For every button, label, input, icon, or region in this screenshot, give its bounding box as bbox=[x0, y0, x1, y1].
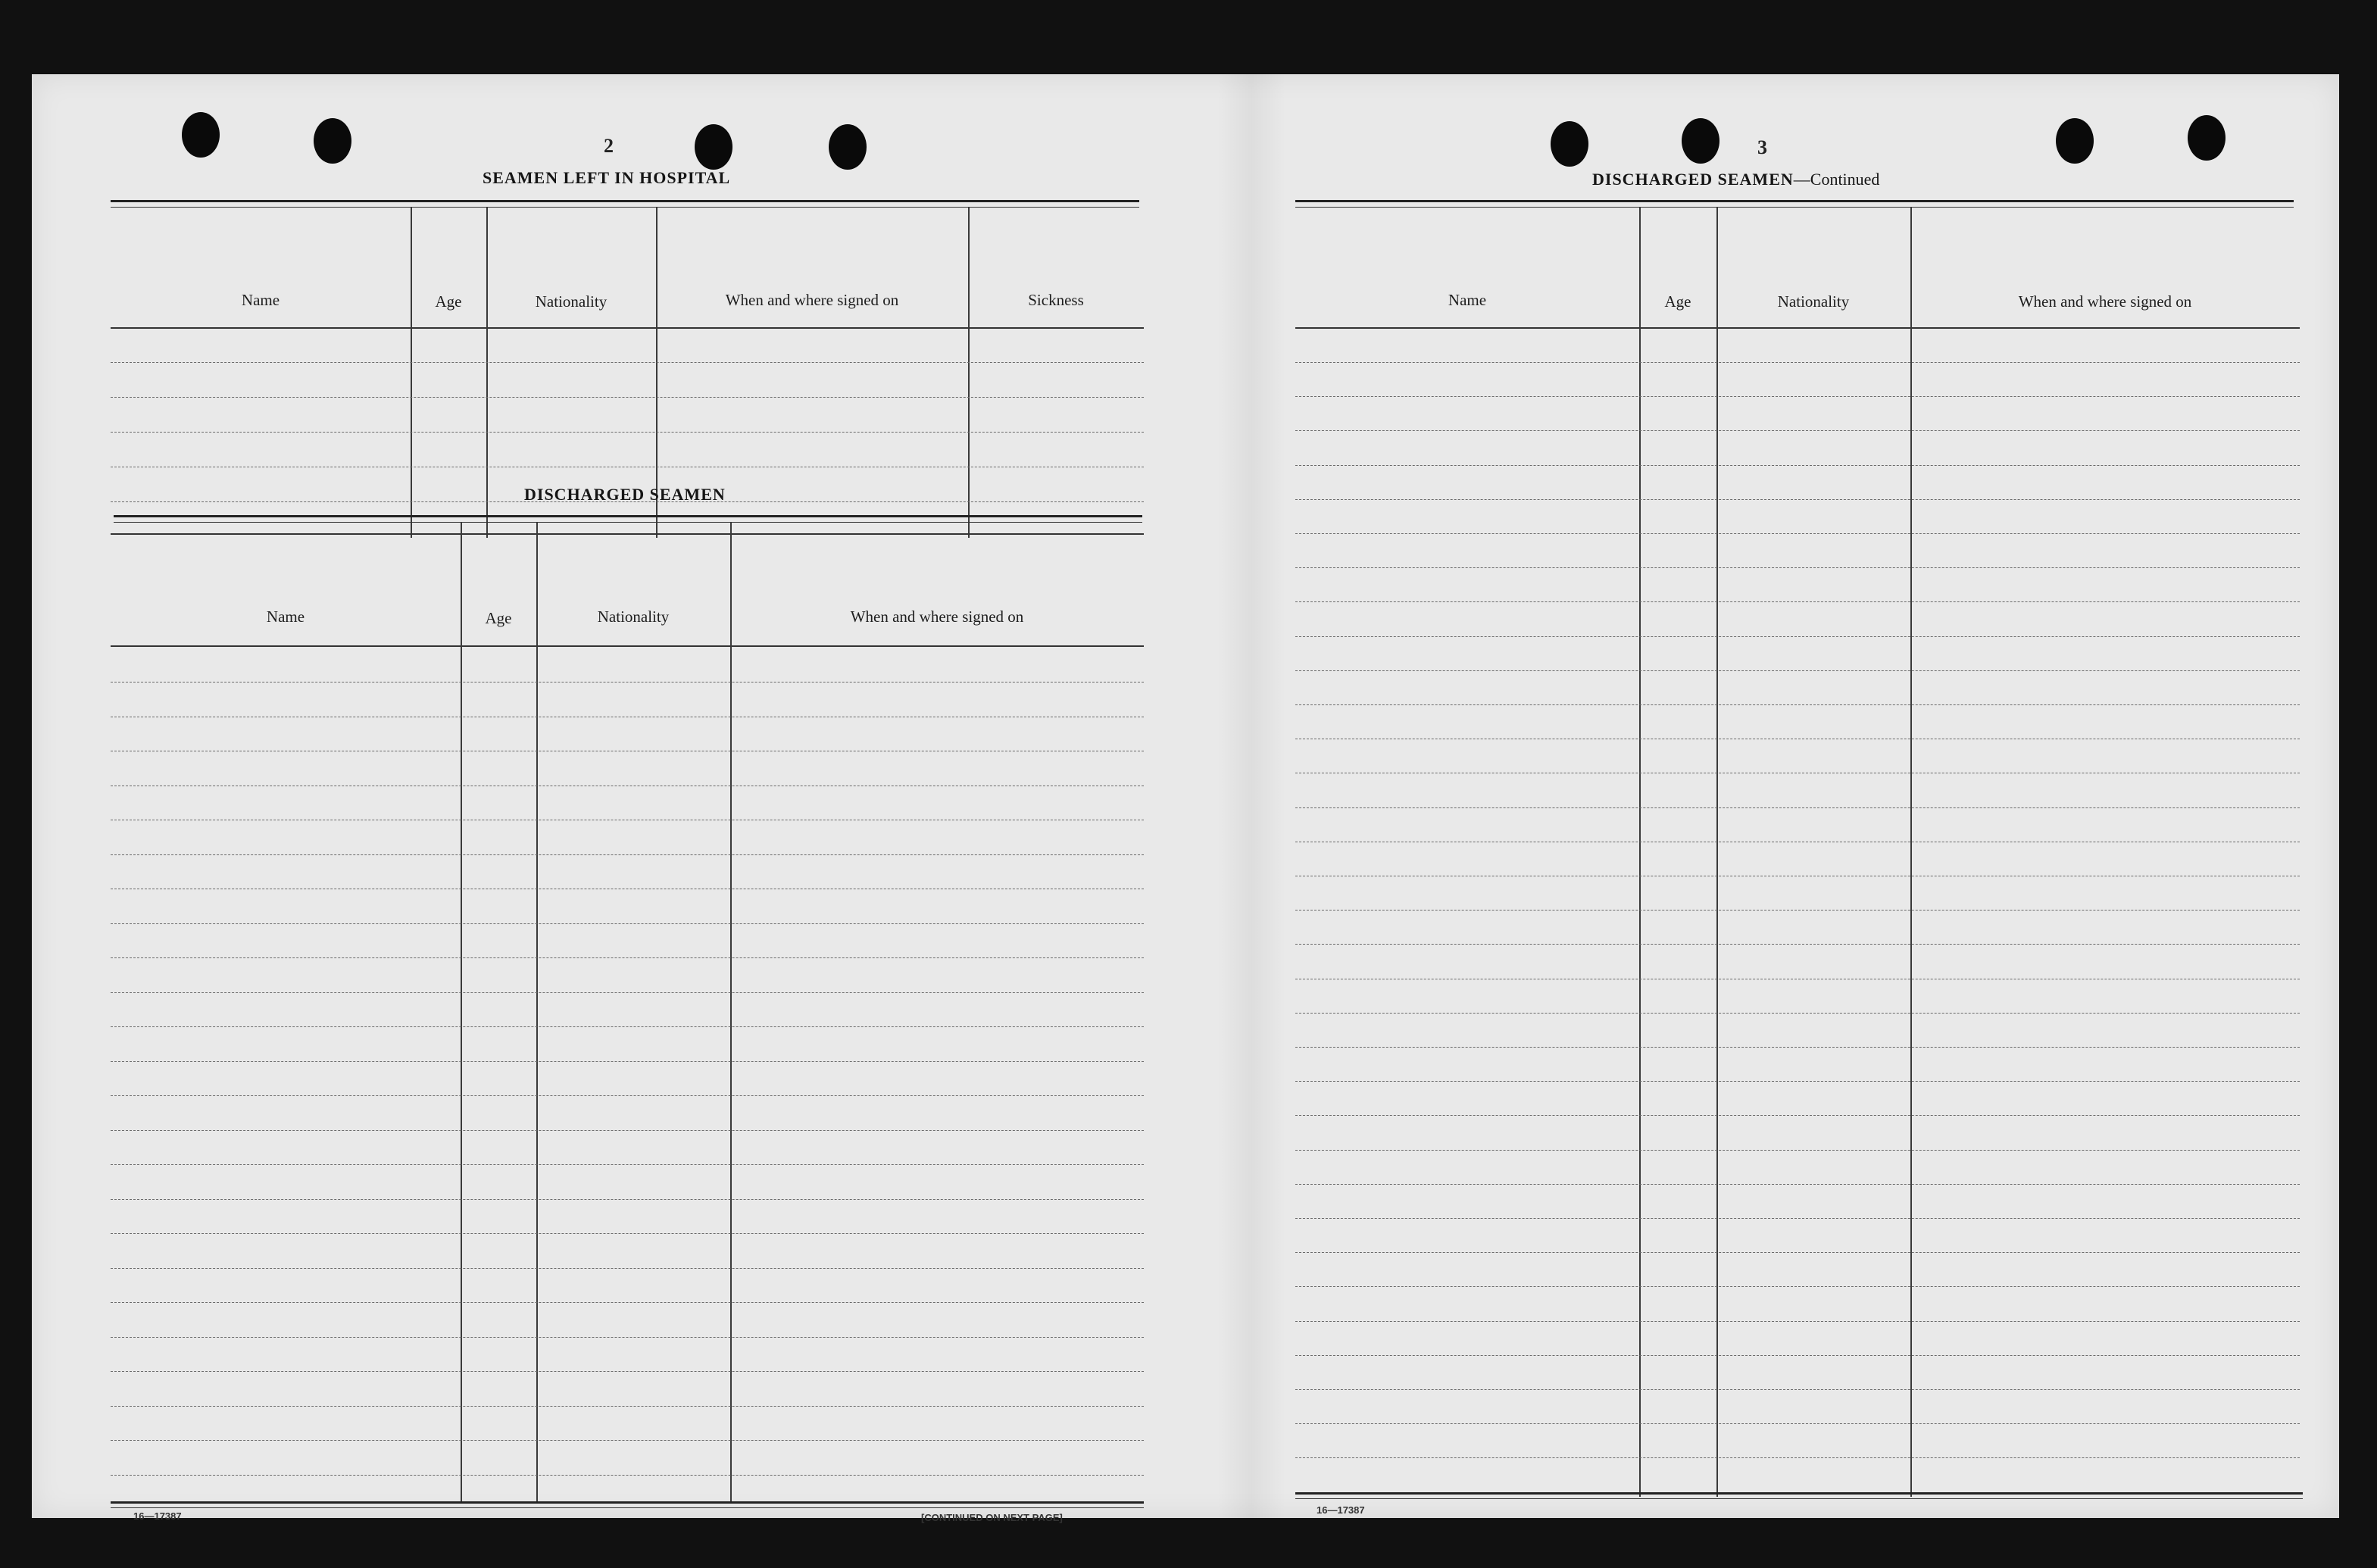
discharged-continued-title bbox=[1592, 170, 1879, 189]
table-row bbox=[1295, 601, 2300, 602]
table-row bbox=[1295, 944, 2300, 945]
table-row bbox=[111, 1406, 1144, 1407]
table-row bbox=[111, 992, 1144, 993]
table-row bbox=[1295, 1252, 2300, 1253]
table-row bbox=[1295, 1047, 2300, 1048]
table-row bbox=[1295, 636, 2300, 637]
table-row bbox=[1295, 533, 2300, 534]
section-title-suffix: —Continued bbox=[1793, 170, 1880, 189]
table-row bbox=[1295, 1081, 2300, 1082]
table-row bbox=[1295, 396, 2300, 397]
table-row bbox=[1295, 499, 2300, 500]
table-row bbox=[111, 362, 1144, 363]
table-row bbox=[111, 1199, 1144, 1200]
table-row bbox=[1295, 1321, 2300, 1322]
table-row bbox=[111, 1268, 1144, 1269]
column-header-nationality: Nationality bbox=[597, 608, 670, 626]
table-row bbox=[111, 432, 1144, 433]
table-row bbox=[1295, 1389, 2300, 1390]
table-row bbox=[111, 854, 1144, 855]
table-row bbox=[111, 957, 1144, 958]
table-row bbox=[1295, 1457, 2300, 1458]
table-row bbox=[1295, 1150, 2300, 1151]
column-header-signed-on: When and where signed on bbox=[2018, 292, 2192, 311]
column-header-name: Name bbox=[1448, 291, 1487, 309]
table-row bbox=[1295, 910, 2300, 911]
table-row bbox=[1295, 430, 2300, 431]
continued-note: [CONTINUED ON NEXT PAGE] bbox=[921, 1512, 1063, 1523]
table-row bbox=[111, 1337, 1144, 1338]
column-header-name: Name bbox=[241, 291, 280, 309]
table-row bbox=[1295, 670, 2300, 671]
column-header-nationality: Nationality bbox=[535, 292, 608, 311]
table-row bbox=[111, 1371, 1144, 1372]
page-number: 3 bbox=[1757, 136, 1767, 158]
form-number: 16—17387 bbox=[1317, 1504, 1365, 1516]
discharged-table bbox=[111, 523, 1144, 1501]
table-row bbox=[111, 1164, 1144, 1165]
table-row bbox=[111, 1061, 1144, 1062]
column-header-age: Age bbox=[485, 609, 512, 627]
ledger-sheet bbox=[32, 74, 2339, 1523]
table-row bbox=[111, 1440, 1144, 1441]
table-row bbox=[111, 1130, 1144, 1131]
form-number: 16—17387 bbox=[133, 1510, 182, 1522]
table-row bbox=[1295, 1286, 2300, 1287]
section-title-text: DISCHARGED SEAMEN bbox=[1592, 170, 1794, 189]
bottom-rule bbox=[1295, 1492, 2303, 1499]
hospital-top-rule bbox=[111, 200, 1139, 208]
table-row bbox=[1295, 807, 2300, 808]
page-number: 2 bbox=[604, 135, 614, 157]
table-row bbox=[111, 1233, 1144, 1234]
discharged-section-title: DISCHARGED SEAMEN bbox=[524, 485, 726, 504]
table-row bbox=[111, 923, 1144, 924]
discharged-top-rule bbox=[114, 515, 1142, 523]
column-header-age: Age bbox=[1664, 292, 1691, 311]
hospital-section-title: SEAMEN LEFT IN HOSPITAL bbox=[483, 168, 731, 187]
column-header-nationality: Nationality bbox=[1777, 292, 1850, 311]
column-header-signed-on: When and where signed on bbox=[725, 291, 899, 309]
table-row bbox=[1295, 567, 2300, 568]
table-row bbox=[1295, 704, 2300, 705]
table-row bbox=[111, 1095, 1144, 1096]
right-page bbox=[1183, 74, 2339, 1518]
table-row bbox=[111, 1475, 1144, 1476]
table-row bbox=[1295, 1423, 2300, 1424]
discharged-continued-table bbox=[1295, 208, 2300, 1497]
column-header-name: Name bbox=[266, 608, 305, 626]
bottom-rule bbox=[111, 1501, 1144, 1508]
table-row bbox=[1295, 1184, 2300, 1185]
table-row bbox=[1295, 1013, 2300, 1014]
table-row bbox=[111, 1026, 1144, 1027]
table-row bbox=[111, 1302, 1144, 1303]
column-header-age: Age bbox=[435, 292, 462, 311]
table-row bbox=[1295, 465, 2300, 466]
column-header-signed-on: When and where signed on bbox=[850, 608, 1024, 626]
left-page bbox=[32, 74, 1183, 1523]
right-top-rule bbox=[1295, 200, 2294, 208]
table-row bbox=[1295, 1218, 2300, 1219]
table-row bbox=[1295, 362, 2300, 363]
column-header-sickness: Sickness bbox=[1028, 291, 1084, 309]
table-row bbox=[111, 397, 1144, 398]
table-row bbox=[1295, 1115, 2300, 1116]
table-row bbox=[1295, 1355, 2300, 1356]
